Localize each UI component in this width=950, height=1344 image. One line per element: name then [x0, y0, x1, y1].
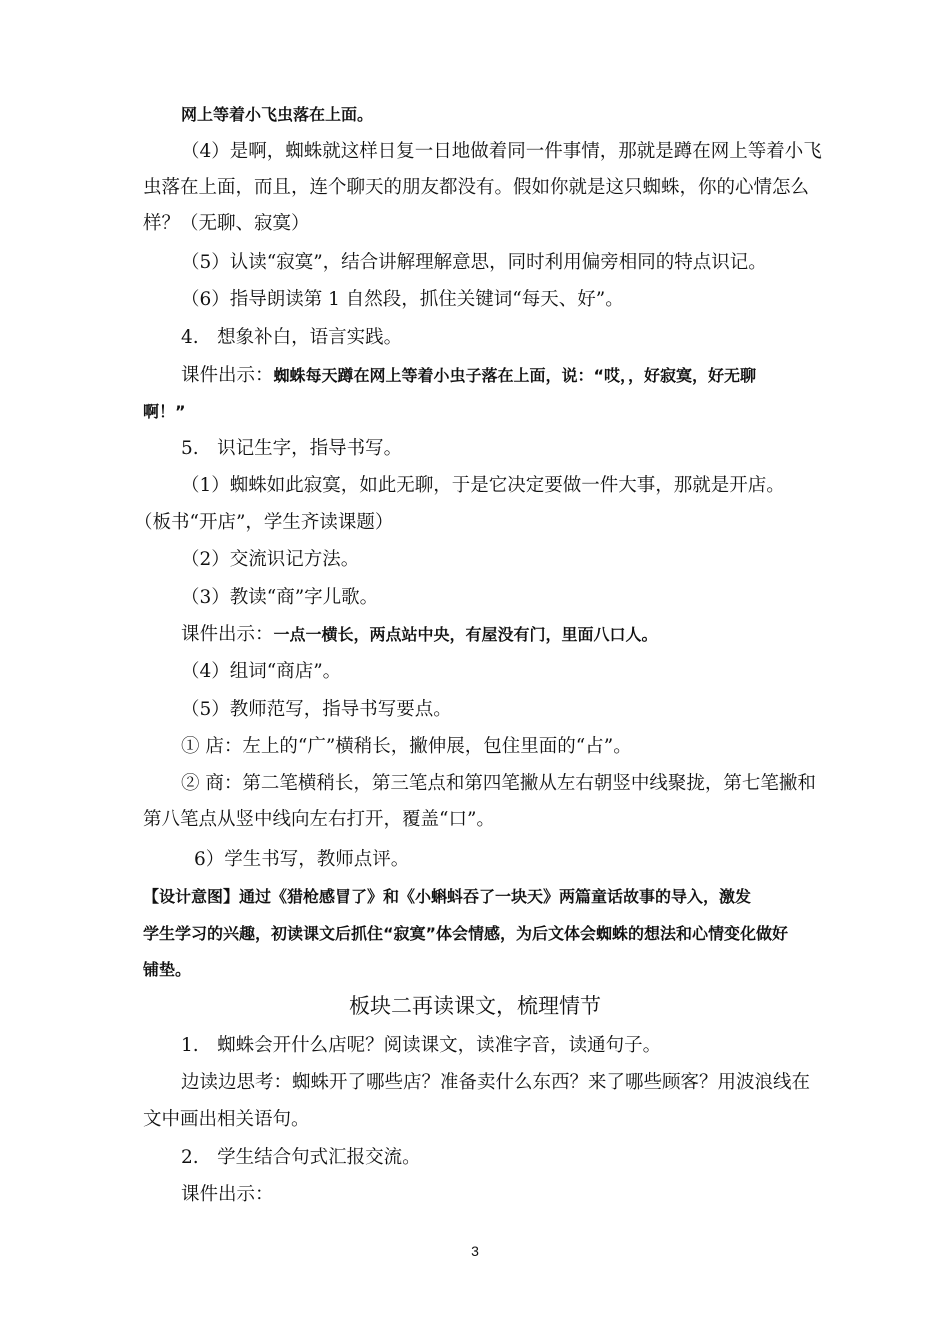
list-item: 5. 识记生字，指导书写。	[181, 438, 403, 459]
paragraph-line: 6）学生书写，教师点评。	[194, 849, 410, 870]
section-heading: 板块二再读课文，梳理情节	[349, 994, 601, 1018]
courseware-text: 一点一横长，两点站中央，有屋没有门，里面八口人。	[273, 625, 658, 644]
paragraph-line: （3）教读“商”字儿歌。	[181, 587, 379, 608]
paragraph-line: （5）教师范写，指导书写要点。	[181, 699, 452, 720]
courseware-line	[181, 364, 756, 388]
paragraph-line: 网上等着小飞虫落在上面。	[181, 105, 374, 124]
paragraph-line: ② 商：第二笔横稍长，第三笔点和第四笔撇从左右朝竖中线聚拢，第七笔撇和	[181, 773, 816, 794]
courseware-text: 蜘蛛每天蹲在网上等着小虫子落在上面，说：“哎，，好寂寞，好无聊	[273, 366, 757, 385]
courseware-label: 课件出示：	[181, 365, 274, 386]
paragraph-line: 文中画出相关语句。	[143, 1109, 310, 1130]
design-intent-line: 铺垫。	[143, 960, 192, 979]
paragraph-line: （5）认读“寂寞”，结合讲解理解意思，同时利用偏旁相同的特点识记。	[181, 252, 767, 273]
paragraph-line: （2）交流识记方法。	[181, 549, 360, 570]
paragraph-line: （4）是啊，蜘蛛就这样日复一日地做着同一件事情，那就是蹲在网上等着小飞	[181, 141, 822, 162]
paragraph-line: ① 店：左上的“广”横稍长，撇伸展，包住里面的“占”。	[181, 736, 632, 757]
list-item: 4. 想象补白，语言实践。	[181, 327, 403, 348]
list-item: 2. 学生结合句式汇报交流。	[181, 1147, 421, 1168]
paragraph-line: 虫落在上面，而且，连个聊天的朋友都没有。假如你就是这只蜘蛛，你的心情怎么	[143, 177, 810, 198]
paragraph-line: （板书“开店”，学生齐读课题）	[134, 512, 394, 533]
paragraph-line: （4）组词“商店”。	[181, 661, 342, 682]
design-intent-line: 【设计意图】通过《猎枪感冒了》和《小蝌蚪吞了一块天》两篇童话故事的导入，激发	[143, 887, 752, 906]
paragraph-line: （1）蜘蛛如此寂寞，如此无聊，于是它决定要做一件大事，那就是开店。	[181, 475, 785, 496]
courseware-label: 课件出示：	[181, 624, 274, 645]
design-intent-line: 学生学习的兴趣，初读课文后抓住“寂寞”体会情感，为后文体会蜘蛛的想法和心情变化做好	[143, 924, 789, 943]
paragraph-line: 样？（无聊、寂寞）	[143, 213, 310, 234]
courseware-label: 课件出示：	[181, 1184, 274, 1205]
paragraph-line: 第八笔点从竖中线向左右打开，覆盖“口”。	[143, 809, 495, 830]
list-item: 1. 蜘蛛会开什么店呢？阅读课文，读准字音，读通句子。	[181, 1035, 662, 1056]
paragraph-line: （6）指导朗读第 1 自然段，抓住关键词“每天、好”。	[181, 289, 624, 310]
courseware-text: 啊！”	[143, 402, 186, 421]
courseware-line	[181, 623, 658, 647]
paragraph-line: 边读边思考：蜘蛛开了哪些店？准备卖什么东西？来了哪些顾客？用波浪线在	[181, 1072, 811, 1093]
page-number: 3	[471, 1243, 479, 1259]
